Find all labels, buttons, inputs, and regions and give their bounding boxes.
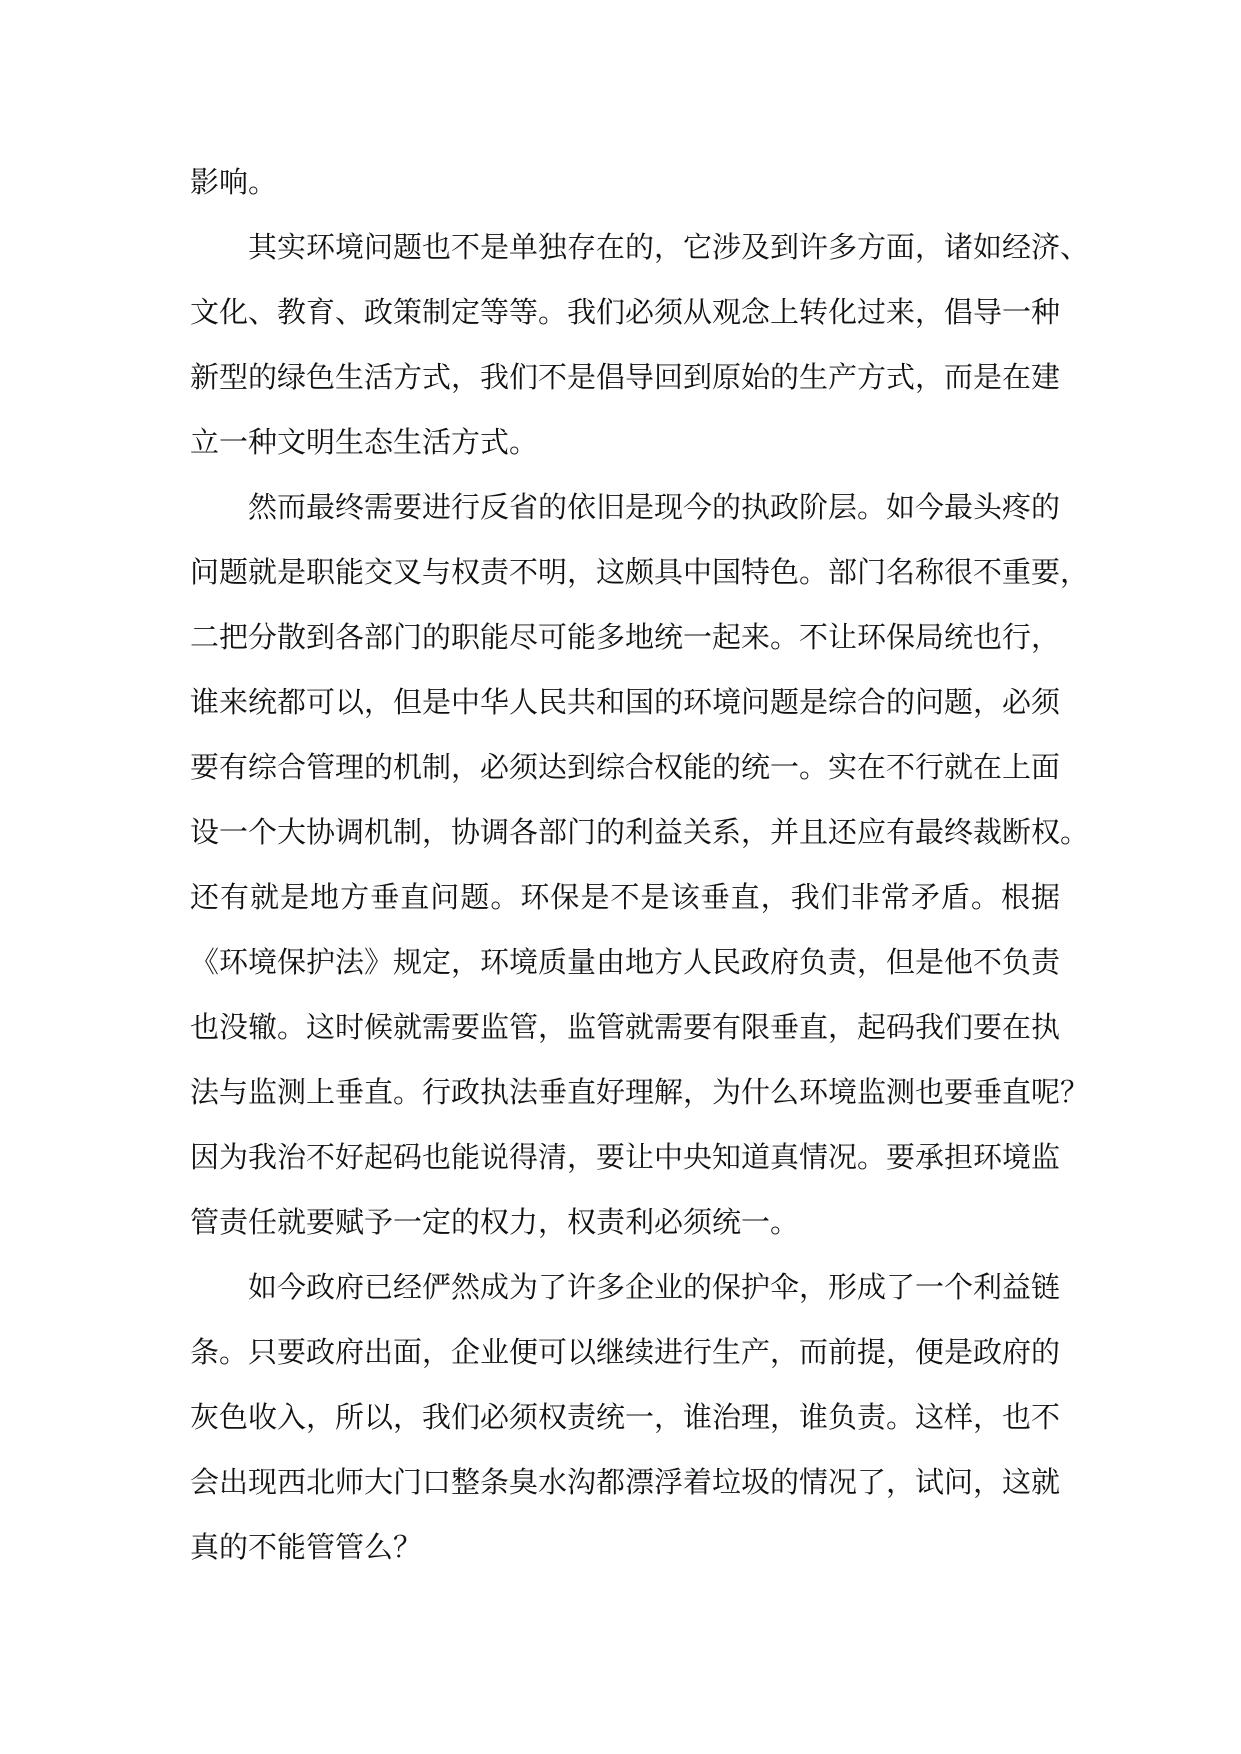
text-line: 谁来统都可以，但是中华人民共和国的环境问题是综合的问题，必须: [190, 685, 1061, 719]
text-line: 立一种文明生态生活方式。: [190, 425, 539, 459]
body-text: [190, 150, 1090, 1580]
text-line: 会出现西北师大门口整条臭水沟都漂浮着垃圾的情况了，试问，这就: [190, 1465, 1061, 1499]
paragraph: [190, 1255, 1060, 1580]
text-line: 然而最终需要进行反省的依旧是现今的执政阶层。如今最头疼的: [248, 490, 1061, 524]
text-line: 管责任就要赋予一定的权力，权责利必须统一。: [190, 1205, 800, 1239]
text-line: 条。只要政府出面，企业便可以继续进行生产，而前提，便是政府的: [190, 1335, 1061, 1369]
text-line: 二把分散到各部门的职能尽可能多地统一起来。不让环保局统也行，: [190, 620, 1061, 654]
text-line: 灰色收入，所以，我们必须权责统一，谁治理，谁负责。这样，也不: [190, 1400, 1061, 1434]
paragraph: [190, 215, 1090, 475]
text-line: 设一个大协调机制，协调各部门的利益关系，并且还应有最终裁断权。: [190, 815, 1090, 849]
text-line: 也没辙。这时候就需要监管，监管就需要有限垂直，起码我们要在执: [190, 1010, 1061, 1044]
text-line: 其实环境问题也不是单独存在的，它涉及到许多方面，诸如经济、: [248, 230, 1090, 264]
text-line: 如今政府已经俨然成为了许多企业的保护伞，形成了一个利益链: [248, 1270, 1061, 1304]
text-line: 新型的绿色生活方式，我们不是倡导回到原始的生产方式，而是在建: [190, 360, 1061, 394]
text-line: 问题就是职能交叉与权责不明，这颇具中国特色。部门名称很不重要，: [190, 555, 1090, 589]
text-line: 《环境保护法》规定，环境质量由地方人民政府负责，但是他不负责: [190, 945, 1061, 979]
text-line: 要有综合管理的机制，必须达到综合权能的统一。实在不行就在上面: [190, 750, 1061, 784]
text-line: 法与监测上垂直。行政执法垂直好理解，为什么环境监测也要垂直呢？: [190, 1075, 1090, 1109]
text-line: 因为我治不好起码也能说得清，要让中央知道真情况。要承担环境监: [190, 1140, 1061, 1174]
text-line: 还有就是地方垂直问题。环保是不是该垂直，我们非常矛盾。根据: [190, 880, 1060, 914]
text-line: 影响。: [190, 165, 278, 199]
text-line: 文化、教育、政策制定等等。我们必须从观念上转化过来，倡导一种: [190, 295, 1061, 329]
paragraph: [190, 475, 1090, 1255]
paragraph: [190, 150, 1060, 215]
text-line: 真的不能管管么？: [190, 1530, 423, 1564]
